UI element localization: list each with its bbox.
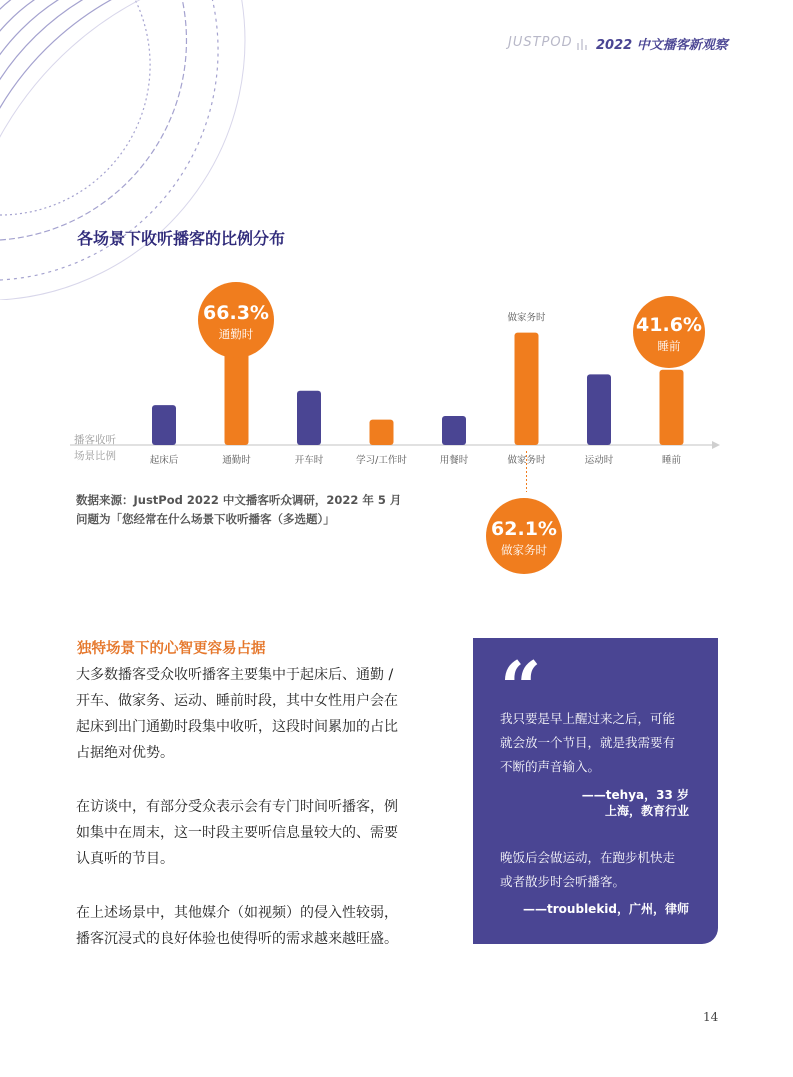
- scene-bar-chart: [70, 280, 730, 580]
- bar-3: [370, 420, 394, 445]
- x-tick-label: 学习/工作时: [356, 455, 407, 466]
- x-tick-label: 用餐时: [439, 455, 469, 466]
- paragraph-3-line: 播客沉浸式的良好体验也使得听的需求越来越旺盛。: [76, 931, 398, 947]
- x-tick-label: 运动时: [584, 455, 614, 466]
- quote-attribution-line: 上海，教育行业: [604, 804, 689, 818]
- paragraph-2-line: 在访谈中，有部分受众表示会有专门时间听播客，例: [76, 799, 398, 815]
- bar-7: [660, 370, 684, 445]
- quote-attribution-line: ——tehya，33 岁: [581, 788, 689, 802]
- callout-value: 62.1%: [491, 518, 557, 540]
- paragraph-1-line: 开车、做家务、运动、睡前时段，其中女性用户会在: [76, 693, 398, 709]
- bar-4: [442, 416, 466, 445]
- source-note-line-2: 问题为「您经常在什么场景下收听播客（多选题）」: [76, 512, 335, 526]
- x-axis-arrow: [712, 441, 720, 449]
- paragraph-2-line: 认真听的节目。: [76, 851, 174, 867]
- bar-top-label: 做家务时: [507, 312, 546, 324]
- quote-1-text: [500, 707, 700, 779]
- callout-value: 66.3%: [203, 302, 269, 324]
- quote-line: 晚饭后会做运动，在跑步机快走: [500, 850, 676, 865]
- paragraph-3-line: 在上述场景中，其他媒介（如视频）的侵入性较弱，: [76, 905, 398, 921]
- chart-section-title: 各场景下收听播客的比例分布: [77, 229, 286, 248]
- paragraph-2: [76, 794, 421, 872]
- source-note: [76, 491, 401, 529]
- bar-0: [152, 405, 176, 445]
- paragraph-1-line: 起床到出门通勤时段集中收听，这段时间累加的占比: [76, 719, 398, 735]
- waveform-icon: [574, 36, 592, 50]
- quote-line: 我只要是早上醒过来之后，可能: [500, 711, 676, 726]
- brand-logo-text: JUSTPOD: [508, 35, 573, 50]
- paragraph-2-line: 如集中在周末，这一时段主要听信息量较大的、需要: [76, 825, 398, 841]
- paragraph-1: [76, 662, 421, 766]
- y-axis-label: 场景比例: [74, 450, 116, 462]
- bar-5: [515, 333, 539, 445]
- quote-2-text: [500, 846, 700, 894]
- paragraph-1-line: 占据绝对优势。: [76, 745, 174, 761]
- bar-2: [297, 391, 321, 445]
- report-title: 2022 中文播客新观察: [596, 38, 728, 53]
- x-tick-label: 做家务时: [507, 455, 546, 466]
- x-tick-label: 睡前: [661, 455, 682, 466]
- quote-mark-icon: “: [500, 645, 542, 730]
- callout-label: 做家务时: [501, 543, 547, 557]
- quote-attribution-line: ——troublekid，广州，律师: [523, 902, 689, 916]
- bar-6: [587, 374, 611, 445]
- quote-line: 或者散步时会听播客。: [500, 874, 626, 889]
- quote-2-attribution: [523, 901, 689, 917]
- quote-line: 就会放一个节目，就是我需要有: [500, 735, 676, 750]
- quote-1-attribution: [582, 787, 689, 819]
- x-tick-label: 开车时: [294, 455, 324, 466]
- callout-value: 41.6%: [636, 314, 702, 336]
- source-note-line-1: 数据来源：JustPod 2022 中文播客听众调研，2022 年 5 月: [76, 493, 402, 507]
- decorative-arcs: [0, 0, 360, 300]
- x-tick-label: 通勤时: [222, 455, 251, 466]
- quote-line: 不断的声音输入。: [500, 759, 601, 774]
- page-number: 14: [703, 1010, 719, 1024]
- y-axis-label: 播客收听: [74, 434, 116, 446]
- callout-label: 通勤时: [218, 327, 254, 341]
- callout-label: 睡前: [657, 339, 681, 353]
- subheading: 独特场景下的心智更容易占据: [77, 641, 266, 657]
- x-tick-label: 起床后: [149, 455, 179, 466]
- paragraph-3: [76, 900, 421, 952]
- paragraph-1-line: 大多数播客受众收听播客主要集中于起床后、通勤 /: [76, 667, 394, 683]
